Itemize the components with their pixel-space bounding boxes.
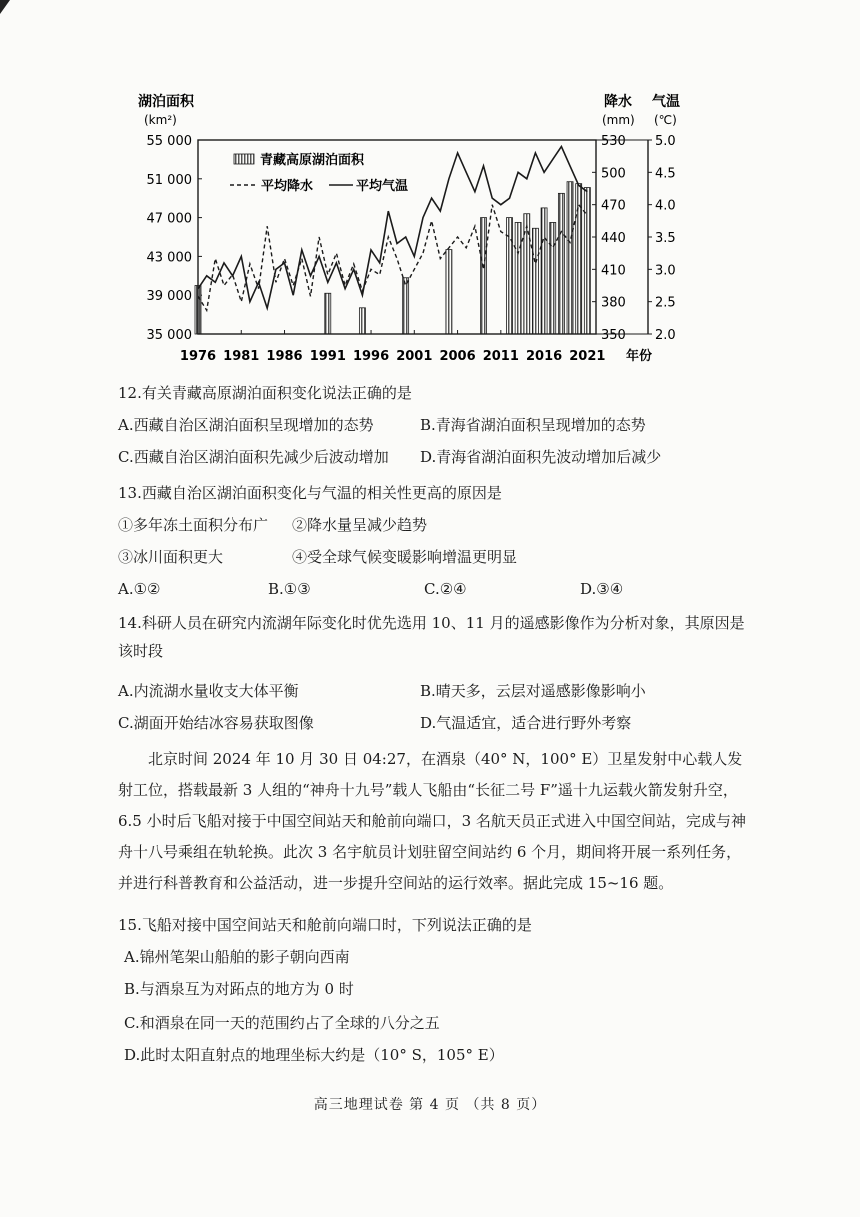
x-tick-label: 2006 xyxy=(439,349,476,364)
lake-area-bar xyxy=(550,222,556,334)
q14-stem-line1: 14.科研人员在研究内流湖年际变化时优先选用 10、11 月的遥感影像作为分析对象，其原因是 xyxy=(118,614,745,632)
y-left-label: 湖泊面积 xyxy=(138,94,194,110)
q14-stem-line2: 该时段 xyxy=(118,642,164,660)
q13-option-b[interactable]: B.①③ xyxy=(268,580,311,598)
y-temp-tick-label: 3.5 xyxy=(655,231,676,246)
lake-area-bars xyxy=(195,182,590,334)
legend-bar-swatch xyxy=(234,154,254,164)
y-left-ticks xyxy=(147,134,203,343)
y-precip-ticks xyxy=(592,134,648,343)
q14-option-d[interactable]: D.气温适宜，适合进行野外考察 xyxy=(420,714,632,732)
lake-area-bar xyxy=(325,293,331,334)
q12-option-d[interactable]: D.青海省湖泊面积先波动增加后减少 xyxy=(420,448,662,466)
q14-option-a[interactable]: A.内流湖水量收支大体平衡 xyxy=(118,682,299,700)
y-temp-tick-label: 2.0 xyxy=(655,328,676,343)
passage-text: 北京时间 2024 年 10 月 30 日 04:27，在酒泉（40° N，100° E）卫星发射中心载人发射工位，搭载最新 3 人组的“神舟十九号”载人飞船由“长征二号 F”遥十九运载火箭发射升空，6.5 小时后飞船对接于中国空间站天和舱前向端口，3 名航天员正式进入中国空间站，完成与神舟十八号乘组在轨轮换。此次 3 名宇航员计划驻留空间站约 6 个月，期间将开展一系列任务，并进行科普教育和公益活动，进一步提升空间站的运行效率。据此完成 15~16 题。 xyxy=(118,750,746,892)
y-temp-label: 气温 xyxy=(652,94,680,110)
x-ticks xyxy=(180,330,652,364)
q13-option-a[interactable]: A.①② xyxy=(118,580,161,598)
y-precip-tick-label: 500 xyxy=(601,166,626,182)
y-precip-tick-label: 380 xyxy=(601,295,626,311)
x-tick-label: 1986 xyxy=(266,349,303,364)
q12-option-c[interactable]: C.西藏自治区湖泊面积先减少后波动增加 xyxy=(118,448,389,466)
y-left-tick-label: 47 000 xyxy=(146,211,192,227)
lake-area-bar xyxy=(567,182,573,334)
y-temp-tick-label: 4.5 xyxy=(655,166,676,182)
y-left-unit: (km²) xyxy=(144,113,177,127)
y-precip-unit: (mm) xyxy=(602,113,635,127)
legend-temp-label: 平均气温 xyxy=(356,179,409,194)
q14-option-c[interactable]: C.湖面开始结冰容易获取图像 xyxy=(118,714,314,732)
y-left-tick-label: 51 000 xyxy=(146,172,192,188)
y-precip-tick-label: 410 xyxy=(601,263,626,279)
y-temp-tick-label: 3.0 xyxy=(655,263,676,279)
y-left-tick-label: 35 000 xyxy=(146,328,192,343)
q13-statement-2: ②降水量呈减少趋势 xyxy=(292,516,428,534)
legend-bar-label: 青藏高原湖泊面积 xyxy=(260,153,365,168)
lake-area-bar xyxy=(359,308,365,334)
scan-corner-mark xyxy=(0,0,10,14)
y-temp-tick-label: 2.5 xyxy=(655,295,676,311)
passage xyxy=(118,744,750,899)
x-tick-label: 1976 xyxy=(179,349,217,364)
y-precip-tick-label: 470 xyxy=(601,198,626,214)
x-axis-label: 年份 xyxy=(626,349,653,364)
x-tick-label: 2001 xyxy=(396,349,433,364)
legend-precip-label: 平均降水 xyxy=(261,179,314,194)
q13-statement-4: ④受全球气候变暖影响增温更明显 xyxy=(292,548,518,566)
y-left-tick-label: 39 000 xyxy=(146,289,192,305)
x-tick-label: 1981 xyxy=(223,349,260,364)
lake-area-bar xyxy=(584,188,590,334)
q15-stem: 15.飞船对接中国空间站天和舱前向端口时，下列说法正确的是 xyxy=(118,916,532,934)
y-left-tick-label: 55 000 xyxy=(146,134,192,149)
y-left-tick-label: 43 000 xyxy=(146,250,192,266)
q14-option-b[interactable]: B.晴天多，云层对遥感影像影响小 xyxy=(420,682,646,700)
q13-stem: 13.西藏自治区湖泊面积变化与气温的相关性更高的原因是 xyxy=(118,484,502,502)
y-precip-tick-label: 440 xyxy=(601,231,626,246)
q15-option-d[interactable]: D.此时太阳直射点的地理坐标大约是（10° S，105° E） xyxy=(124,1046,504,1064)
x-tick-label: 2021 xyxy=(569,349,606,364)
lake-area-bar xyxy=(532,228,538,334)
q12-option-b[interactable]: B.青海省湖泊面积呈现增加的态势 xyxy=(420,416,646,434)
q13-statement-1: ①多年冻土面积分布广 xyxy=(118,516,269,534)
q13-option-d[interactable]: D.③④ xyxy=(580,580,624,598)
lake-area-bar xyxy=(403,278,409,334)
y-temp-tick-label: 4.0 xyxy=(655,198,676,214)
y-precip-label: 降水 xyxy=(604,94,632,110)
q12-stem: 12.有关青藏高原湖泊面积变化说法正确的是 xyxy=(118,384,412,402)
q15-option-b[interactable]: B.与酒泉互为对跖点的地方为 0 时 xyxy=(124,980,354,998)
page-footer: 高三地理试卷 第 4 页 （共 8 页） xyxy=(313,1097,547,1113)
y-precip-tick-label: 350 xyxy=(601,328,626,343)
q12-option-a[interactable]: A.西藏自治区湖泊面积呈现增加的态势 xyxy=(118,416,374,434)
lake-area-bar xyxy=(481,218,487,334)
legend xyxy=(230,152,408,194)
q15-option-a[interactable]: A.锦州笔架山船舶的影子朝向西南 xyxy=(124,948,350,966)
lake-area-bar xyxy=(558,193,564,334)
lake-area-bar xyxy=(515,222,521,334)
q13-option-c[interactable]: C.②④ xyxy=(424,580,467,598)
y-temp-tick-label: 5.0 xyxy=(655,134,676,149)
x-tick-label: 1996 xyxy=(352,349,390,364)
lake-area-bar xyxy=(541,208,547,334)
lake-area-climate-chart xyxy=(130,88,690,373)
x-tick-label: 2016 xyxy=(525,349,563,364)
y-precip-tick-label: 530 xyxy=(601,134,626,149)
q15-option-c[interactable]: C.和酒泉在同一天的范围约占了全球的八分之五 xyxy=(124,1014,440,1032)
lake-area-bar xyxy=(446,250,452,334)
y-temp-unit: (℃) xyxy=(654,113,677,127)
x-tick-label: 1991 xyxy=(309,349,346,364)
q13-statement-3: ③冰川面积更大 xyxy=(118,548,224,566)
x-tick-label: 2011 xyxy=(482,349,519,364)
